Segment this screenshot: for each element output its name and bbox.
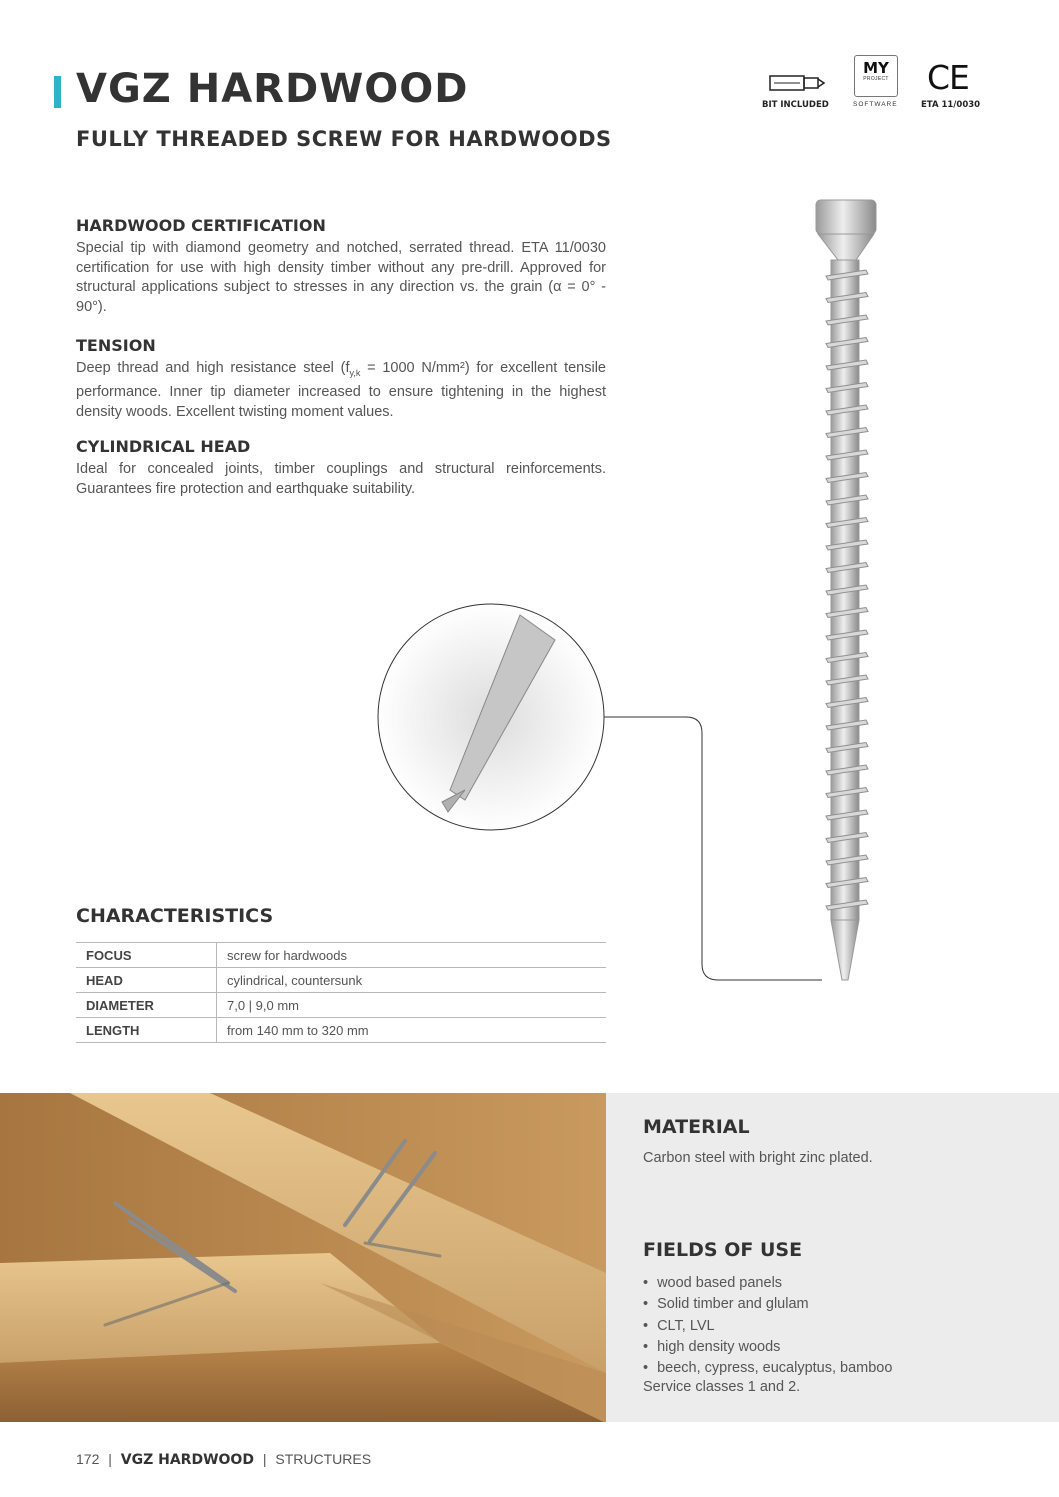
page-title: VGZ HARDWOOD: [76, 66, 469, 112]
my-project-badge: [852, 55, 900, 113]
fields-of-use-list: [643, 1273, 892, 1379]
footer-product: VGZ HARDWOOD: [120, 1452, 254, 1468]
page-number: 172: [76, 1451, 100, 1467]
material-panel: [606, 1093, 1059, 1422]
footer-section: STRUCTURES: [275, 1451, 372, 1467]
table-row: FOCUS screw for hardwoods: [76, 943, 606, 968]
list-item: • Solid timber and glulam: [643, 1294, 892, 1315]
title-accent-bar: [54, 76, 61, 108]
eta-label: ETA 11/0030: [921, 100, 981, 110]
fields-of-use-title: FIELDS OF USE: [643, 1239, 803, 1261]
ce-mark: CE: [927, 58, 969, 97]
material-text: Carbon steel with bright zinc plated.: [643, 1150, 873, 1166]
section-title: CYLINDRICAL HEAD: [76, 437, 251, 456]
page-subtitle: FULLY THREADED SCREW FOR HARDWOODS: [76, 127, 612, 151]
list-item: • CLT, LVL: [643, 1316, 892, 1337]
ce-badge: [920, 60, 986, 112]
my-project-text: PROJECT: [863, 76, 889, 82]
my-software-label: SOFTWARE: [853, 101, 898, 108]
section-text: Special tip with diamond geometry and notched, serrated thread. ETA 11/0030 certification for use with high density timber without any pre-drill. Approved for structural applications subject to stresses in any direction vs. the grain (α = 0° - 90°).: [76, 240, 606, 315]
page-footer: 172 | VGZ HARDWOOD | STRUCTURES: [76, 1451, 372, 1468]
list-item: • beech, cypress, eucalyptus, bamboo: [643, 1358, 892, 1379]
characteristics-table: [76, 942, 606, 1043]
list-item: • wood based panels: [643, 1273, 892, 1294]
bit-included-label: BIT INCLUDED: [762, 100, 829, 110]
table-row: LENGTH from 140 mm to 320 mm: [76, 1018, 606, 1043]
bit-icon: [760, 70, 836, 98]
list-item: • high density woods: [643, 1337, 892, 1358]
bit-included-badge: [760, 70, 836, 112]
material-title: MATERIAL: [643, 1116, 750, 1138]
section-title: TENSION: [76, 336, 156, 355]
my-logo-text: MY: [863, 59, 889, 77]
table-row: HEAD cylindrical, countersunk: [76, 968, 606, 993]
section-text: Ideal for concealed joints, timber couplings and structural reinforcements. Guarantees fire protection and earthquake suitability.: [76, 461, 606, 497]
section-text: Deep thread and high resistance steel ($f_{y,k} = 1000$ N/mm²) for excellent tensile performance. Inner tip diameter increased to ensure tightening in the highest density woods. Excellent twisting moment values.: [76, 360, 606, 421]
service-classes-note: Service classes 1 and 2.: [643, 1379, 801, 1396]
characteristics-title: CHARACTERISTICS: [76, 905, 274, 927]
table-row: DIAMETER 7,0 | 9,0 mm: [76, 993, 606, 1018]
wood-joint-photo: [0, 1093, 606, 1422]
screw-illustration: [370, 190, 930, 1000]
section-title: HARDWOOD CERTIFICATION: [76, 216, 326, 235]
